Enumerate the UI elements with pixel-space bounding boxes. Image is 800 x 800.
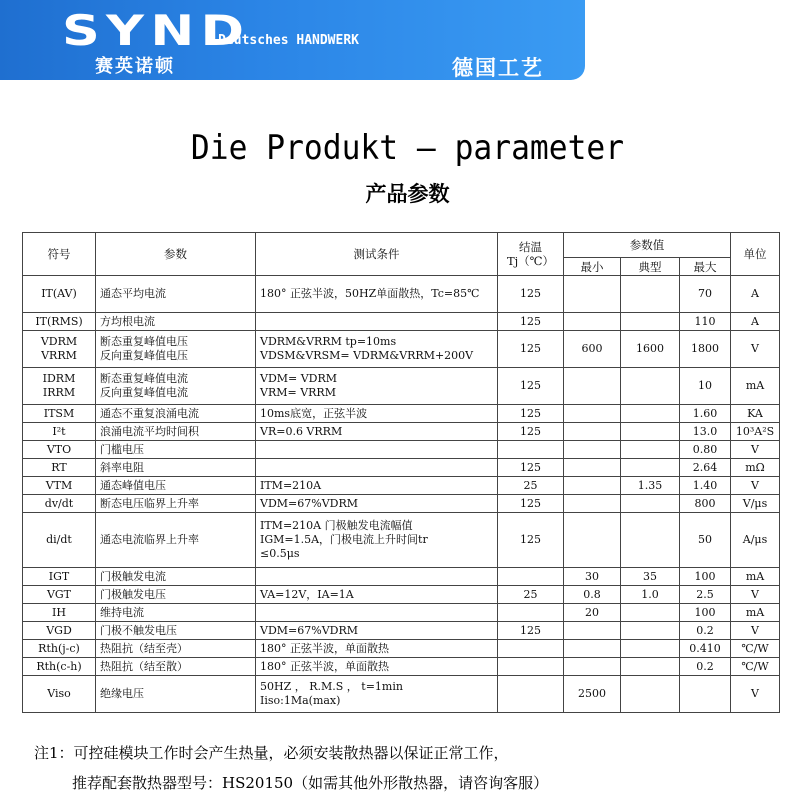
row-unit: mΩ — [731, 459, 780, 477]
row-unit: mA — [731, 604, 780, 622]
table-row — [23, 368, 780, 405]
page-subtitle: 产品参数 — [365, 182, 450, 206]
table-row — [23, 676, 780, 713]
brand-name-cn: 赛英诺顿 — [95, 56, 175, 77]
row-param: 门槛电压 — [96, 441, 256, 459]
row-max: 1800 — [680, 331, 731, 368]
row-symbol: IT(RMS) — [23, 313, 96, 331]
header-param: 参数 — [96, 233, 256, 276]
row-max: 13.0 — [680, 423, 731, 441]
row-min — [564, 313, 621, 331]
row-param: 热阻抗（结至壳） — [96, 640, 256, 658]
row-typ — [621, 495, 680, 513]
row-symbol — [23, 331, 96, 368]
row-min: 20 — [564, 604, 621, 622]
row-condition: ITM=210A — [256, 477, 498, 495]
row-max: 1.40 — [680, 477, 731, 495]
row-max: 0.410 — [680, 640, 731, 658]
row-max: 50 — [680, 513, 731, 568]
row-unit: KA — [731, 405, 780, 423]
row-symbol: Rth(c-h) — [23, 658, 96, 676]
row-symbol-line: VDRM — [40, 335, 78, 348]
row-tj: 25 — [498, 477, 564, 495]
row-param: 门极触发电压 — [96, 586, 256, 604]
row-symbol: IT(AV) — [23, 276, 96, 313]
row-condition-line: ITM=210A 门极触发电流幅值 — [260, 519, 413, 532]
footnote-line: 注1：可控硅模块工作时会产生热量，必须安装散热器以保证正常工作， — [34, 744, 509, 762]
row-param: 热阻抗（结至散） — [96, 658, 256, 676]
row-symbol: di/dt — [23, 513, 96, 568]
row-param: 门极不触发电压 — [96, 622, 256, 640]
row-condition — [256, 459, 498, 477]
footnote — [34, 738, 548, 798]
table-row — [23, 568, 780, 586]
table-row — [23, 513, 780, 568]
row-unit: ℃/W — [731, 658, 780, 676]
row-typ — [621, 313, 680, 331]
row-condition: VDM=67%VDRM — [256, 622, 498, 640]
row-max: 10 — [680, 368, 731, 405]
row-min — [564, 622, 621, 640]
row-tj: 125 — [498, 405, 564, 423]
row-min — [564, 276, 621, 313]
row-max: 110 — [680, 313, 731, 331]
row-max: 70 — [680, 276, 731, 313]
row-symbol: VGD — [23, 622, 96, 640]
header-typ: 典型 — [621, 258, 680, 276]
row-tj — [498, 568, 564, 586]
row-condition — [256, 441, 498, 459]
row-tj — [498, 441, 564, 459]
row-unit: V — [731, 622, 780, 640]
row-condition — [256, 313, 498, 331]
row-tj: 125 — [498, 459, 564, 477]
row-tj: 125 — [498, 331, 564, 368]
row-tj — [498, 658, 564, 676]
row-typ — [621, 513, 680, 568]
tagline-chinese: 德国工艺 — [452, 56, 544, 80]
row-param: 斜率电阻 — [96, 459, 256, 477]
row-param-line: 反向重复峰值电压 — [100, 349, 188, 362]
table-row — [23, 495, 780, 513]
row-symbol-line: IRRM — [42, 386, 76, 399]
row-condition — [256, 604, 498, 622]
table-row — [23, 586, 780, 604]
row-max: 0.2 — [680, 658, 731, 676]
row-max: 0.80 — [680, 441, 731, 459]
table-row — [23, 441, 780, 459]
row-max: 2.64 — [680, 459, 731, 477]
row-typ — [621, 658, 680, 676]
row-typ — [621, 604, 680, 622]
row-max: 800 — [680, 495, 731, 513]
brand-logo: SYND — [62, 6, 251, 55]
row-min — [564, 477, 621, 495]
row-condition-line: VDSM&VRSM= VDRM&VRRM+200V — [260, 349, 474, 362]
row-condition — [256, 331, 498, 368]
row-param-line: 断态重复峰值电流 — [100, 372, 188, 385]
row-condition — [256, 676, 498, 713]
row-condition: 180° 正弦半波，50HZ单面散热，Tc=85℃ — [256, 276, 498, 313]
row-unit: V — [731, 586, 780, 604]
row-typ — [621, 459, 680, 477]
table-row — [23, 604, 780, 622]
header-symbol: 符号 — [23, 233, 96, 276]
row-symbol: VTO — [23, 441, 96, 459]
row-param: 通态峰值电压 — [96, 477, 256, 495]
row-tj: 125 — [498, 423, 564, 441]
row-symbol-line: VRRM — [41, 349, 77, 362]
row-unit: mA — [731, 368, 780, 405]
header-min: 最小 — [564, 258, 621, 276]
row-param: 通态电流临界上升率 — [96, 513, 256, 568]
row-param: 绝缘电压 — [96, 676, 256, 713]
row-condition-line: IGM=1.5A，门极电流上升时间tr — [260, 533, 428, 546]
header-tj-top: 结温 — [519, 240, 542, 254]
table-row — [23, 276, 780, 313]
row-tj: 25 — [498, 586, 564, 604]
header-unit: 单位 — [731, 233, 780, 276]
row-typ: 1.0 — [621, 586, 680, 604]
row-max: 0.2 — [680, 622, 731, 640]
row-condition — [256, 568, 498, 586]
row-unit: V — [731, 331, 780, 368]
row-param: 门极触发电流 — [96, 568, 256, 586]
header-condition: 测试条件 — [256, 233, 498, 276]
row-param: 通态不重复浪涌电流 — [96, 405, 256, 423]
row-condition — [256, 368, 498, 405]
row-typ: 1.35 — [621, 477, 680, 495]
row-max: 100 — [680, 604, 731, 622]
row-unit: A — [731, 313, 780, 331]
row-symbol: VTM — [23, 477, 96, 495]
row-typ — [621, 676, 680, 713]
table-header-row — [23, 233, 780, 258]
row-min — [564, 459, 621, 477]
row-max: 100 — [680, 568, 731, 586]
row-tj: 125 — [498, 622, 564, 640]
row-min — [564, 495, 621, 513]
row-min — [564, 658, 621, 676]
row-tj: 125 — [498, 276, 564, 313]
row-unit: mA — [731, 568, 780, 586]
row-tj — [498, 676, 564, 713]
row-typ: 35 — [621, 568, 680, 586]
row-unit: 10³A²S — [731, 423, 780, 441]
row-tj: 125 — [498, 495, 564, 513]
row-param: 断态电压临界上升率 — [96, 495, 256, 513]
row-min — [564, 441, 621, 459]
row-typ — [621, 622, 680, 640]
row-condition-line: VDRM&VRRM tp=10ms — [260, 335, 397, 348]
row-condition: 10ms底宽，正弦半波 — [256, 405, 498, 423]
header-tj — [498, 233, 564, 276]
row-tj — [498, 640, 564, 658]
row-unit: A — [731, 276, 780, 313]
row-min — [564, 513, 621, 568]
parameter-table — [22, 232, 780, 713]
header-tj-bottom: Tj（℃） — [506, 254, 555, 268]
row-condition-line: VDM= VDRM — [260, 372, 338, 385]
row-typ: 1600 — [621, 331, 680, 368]
row-typ — [621, 276, 680, 313]
row-min: 30 — [564, 568, 621, 586]
row-max: 2.5 — [680, 586, 731, 604]
row-max: 1.60 — [680, 405, 731, 423]
row-symbol: IGT — [23, 568, 96, 586]
header-banner — [0, 0, 585, 80]
row-param-line: 断态重复峰值电压 — [100, 335, 188, 348]
row-param-line: 反向重复峰值电流 — [100, 386, 188, 399]
row-typ — [621, 423, 680, 441]
row-symbol: RT — [23, 459, 96, 477]
page-title: Die Produkt – parameter — [190, 128, 625, 168]
row-condition: VR=0.6 VRRM — [256, 423, 498, 441]
row-symbol: dv/dt — [23, 495, 96, 513]
row-symbol-line: IDRM — [42, 372, 76, 385]
row-condition: 180° 正弦半波，单面散热 — [256, 658, 498, 676]
row-unit: A/μs — [731, 513, 780, 568]
row-condition-line: VRM= VRRM — [260, 386, 336, 399]
table-row — [23, 459, 780, 477]
row-param — [96, 368, 256, 405]
row-param — [96, 331, 256, 368]
row-unit: V — [731, 441, 780, 459]
row-param: 浪涌电流平均时间积 — [96, 423, 256, 441]
row-min: 2500 — [564, 676, 621, 713]
footnote-line: 推荐配套散热器型号：HS20150（如需其他外形散热器，请咨询客服） — [72, 774, 549, 792]
row-symbol: ITSM — [23, 405, 96, 423]
row-tj: 125 — [498, 513, 564, 568]
row-tj — [498, 604, 564, 622]
table-row — [23, 331, 780, 368]
header-max: 最大 — [680, 258, 731, 276]
row-unit: ℃/W — [731, 640, 780, 658]
row-tj: 125 — [498, 313, 564, 331]
row-param: 通态平均电流 — [96, 276, 256, 313]
table-row — [23, 477, 780, 495]
row-typ — [621, 368, 680, 405]
row-param: 方均根电流 — [96, 313, 256, 331]
row-symbol: Viso — [23, 676, 96, 713]
row-condition-line: 50HZ ， R.M.S ， t=1min — [260, 680, 403, 693]
row-symbol: I²t — [23, 423, 96, 441]
row-min — [564, 368, 621, 405]
row-condition: 180° 正弦半波，单面散热 — [256, 640, 498, 658]
row-min — [564, 405, 621, 423]
row-condition-line: ≤0.5μs — [260, 547, 300, 560]
row-symbol: IH — [23, 604, 96, 622]
row-symbol: Rth(j-c) — [23, 640, 96, 658]
row-condition-line: Iiso:1Ma(max) — [260, 694, 341, 707]
tagline-german: Deutsches HANDWERK — [218, 33, 359, 48]
row-symbol: VGT — [23, 586, 96, 604]
header-values: 参数值 — [564, 233, 731, 258]
table-row — [23, 405, 780, 423]
table-row — [23, 423, 780, 441]
row-symbol — [23, 368, 96, 405]
table-row — [23, 313, 780, 331]
row-typ — [621, 441, 680, 459]
row-unit: V/μs — [731, 495, 780, 513]
row-tj: 125 — [498, 368, 564, 405]
row-min: 600 — [564, 331, 621, 368]
row-typ — [621, 640, 680, 658]
row-param: 维持电流 — [96, 604, 256, 622]
row-max — [680, 676, 731, 713]
row-min — [564, 423, 621, 441]
row-min: 0.8 — [564, 586, 621, 604]
table-row — [23, 622, 780, 640]
row-condition — [256, 513, 498, 568]
row-unit: V — [731, 676, 780, 713]
row-unit: V — [731, 477, 780, 495]
table-row — [23, 658, 780, 676]
table-row — [23, 640, 780, 658]
row-typ — [621, 405, 680, 423]
row-condition: VDM=67%VDRM — [256, 495, 498, 513]
row-min — [564, 640, 621, 658]
row-condition: VA=12V，IA=1A — [256, 586, 498, 604]
